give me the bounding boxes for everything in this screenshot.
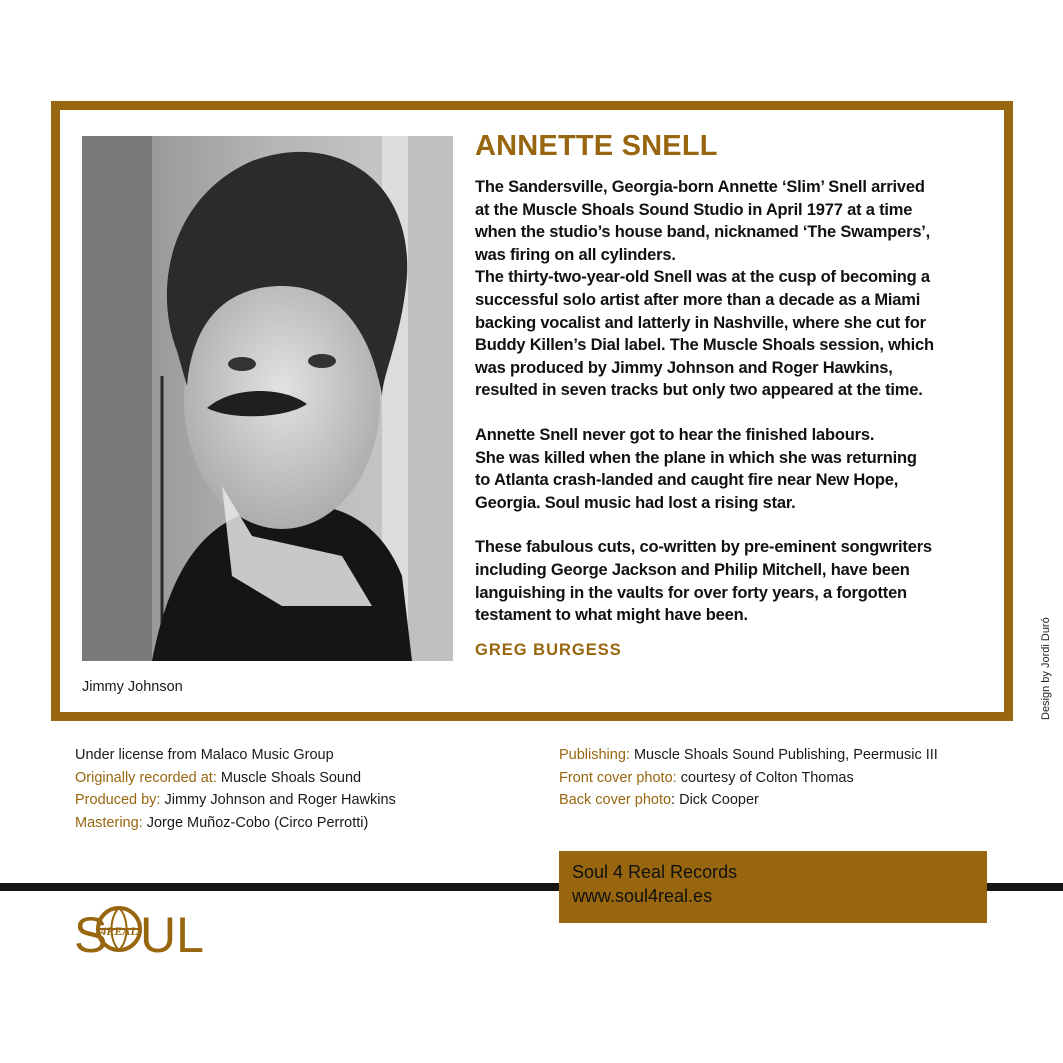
paragraph-line: Georgia. Soul music had lost a rising star. (475, 493, 796, 512)
credit-value: courtesy of Colton Thomas (676, 769, 854, 786)
paragraph-line: backing vocalist and latterly in Nashville, where she cut for (475, 313, 926, 332)
paragraph-line: resulted in seven tracks but only two appeared at the time. (475, 381, 923, 400)
paragraph-line: was produced by Jimmy Johnson and Roger Hawkins, (475, 358, 893, 377)
credit-label: Mastering: (75, 814, 143, 831)
article-title: ANNETTE SNELL (475, 130, 718, 162)
credit-value: : Dick Cooper (671, 792, 759, 808)
label-box (559, 851, 987, 923)
logo-badge: 4REAL (100, 924, 138, 938)
credits-left (75, 744, 396, 834)
credit-label: Publishing: (559, 747, 630, 763)
credit-label: Originally recorded at: (75, 769, 217, 786)
paragraph-line: at the Muscle Shoals Sound Studio in April 1977 at a time (475, 200, 913, 219)
paragraph-line: to Atlanta crash-landed and caught fire near New Hope, (475, 471, 899, 490)
photo-caption: Jimmy Johnson (82, 679, 183, 695)
paragraph-line: was firing on all cylinders. (475, 245, 676, 264)
credit-label: Produced by: (75, 792, 161, 808)
paragraph-line: Buddy Killen’s Dial label. The Muscle Shoals session, which (475, 336, 934, 355)
license-line: Under license from Malaco Music Group (75, 747, 334, 763)
logo-letter-s: S (74, 907, 108, 963)
article-paragraph (475, 536, 1003, 626)
paragraph-line: testament to what might have been. (475, 606, 748, 625)
recorded-line (75, 767, 396, 790)
credit-value: Muscle Shoals Sound Publishing, Peermusic III (629, 747, 938, 763)
paragraph-line: including George Jackson and Philip Mitchell, have been (475, 560, 910, 579)
logo-letters-ul: UL (140, 907, 204, 963)
design-credit: Design by Jordi Duró (1040, 617, 1052, 720)
paragraph-line: when the studio’s house band, nicknamed ‘The Swampers’, (475, 223, 931, 242)
credit-value: Jimmy Johnson and Roger Hawkins (160, 792, 396, 808)
paragraph-line: The thirty-two-year-old Snell was at the cusp of becoming a (475, 268, 930, 287)
paragraph-line: successful solo artist after more than a decade as a Miami (475, 290, 921, 309)
paragraph-line: languishing in the vaults for over forty years, a forgotten (475, 583, 907, 602)
front-photo-line (559, 767, 938, 790)
label-url[interactable]: www.soul4real.es (572, 886, 713, 906)
back-photo-line (559, 789, 938, 812)
credit-label: Back cover photo (559, 792, 672, 808)
label-name: Soul 4 Real Records (572, 862, 738, 882)
article (475, 130, 1003, 660)
article-paragraph (475, 424, 1003, 514)
publishing-line (559, 744, 938, 767)
article-paragraph (475, 176, 1003, 402)
paragraph-line: Annette Snell never got to hear the finished labours. (475, 425, 875, 444)
credits-right (559, 744, 938, 812)
paragraph-line: The Sandersville, Georgia-born Annette ‘Slim’ Snell arrived (475, 178, 925, 196)
paragraph-line: She was killed when the plane in which she was returning (475, 448, 917, 467)
producer-line (75, 789, 396, 812)
credit-value: Jorge Muñoz-Cobo (Circo Perrotti) (142, 814, 369, 831)
soul-4-real-logo (74, 902, 204, 963)
credit-label: Front cover photo: (559, 769, 677, 786)
paragraph-line: These fabulous cuts, co-written by pre-eminent songwriters (475, 538, 932, 557)
article-author: GREG BURGESS (475, 640, 622, 659)
credit-value: Muscle Shoals Sound (216, 769, 362, 786)
mastering-line (75, 812, 396, 835)
portrait-photo (82, 136, 453, 661)
